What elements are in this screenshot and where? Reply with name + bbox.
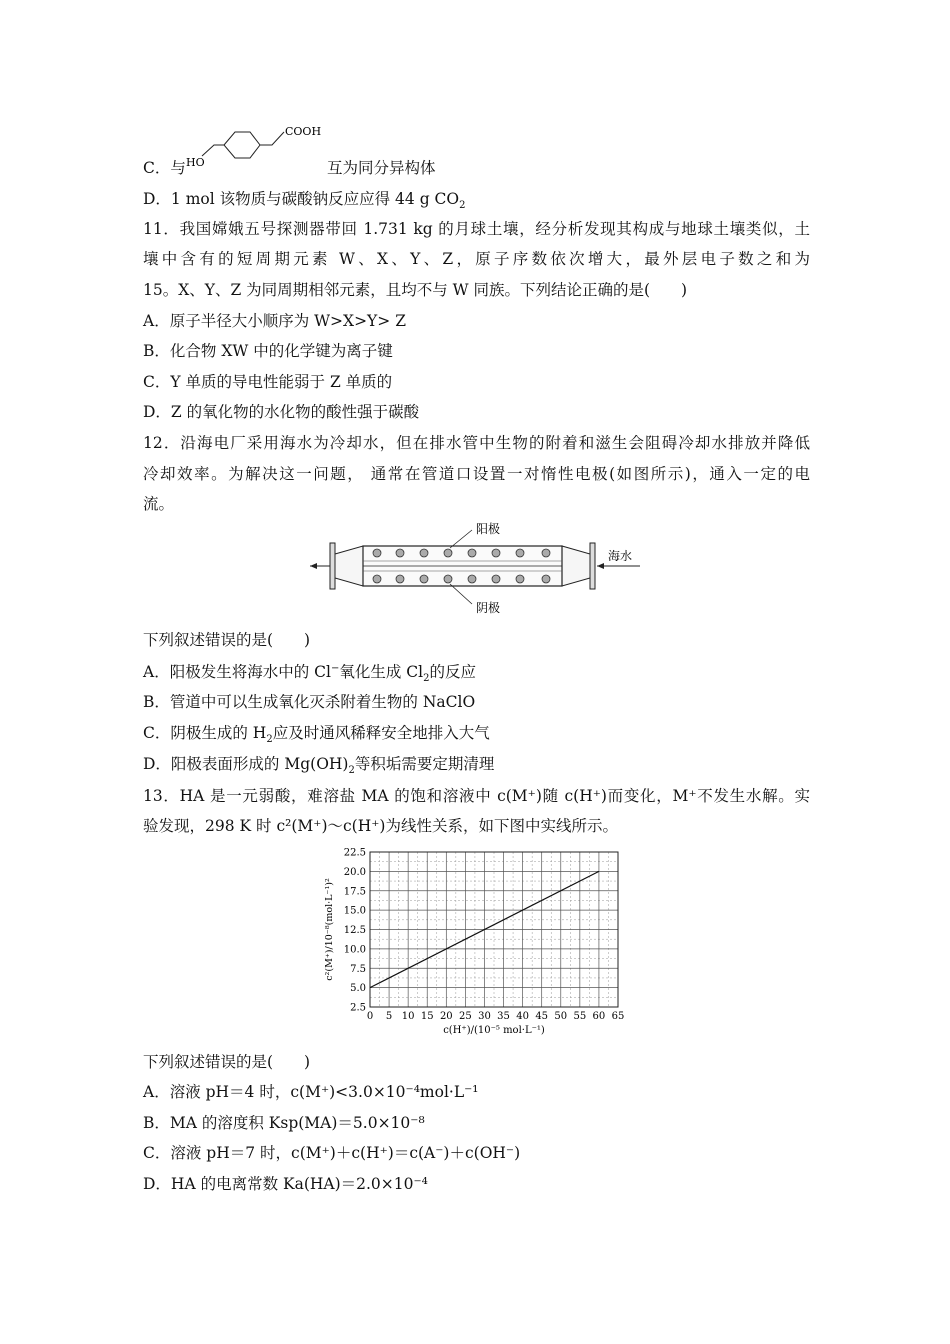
chart-y-axis-label: c²(M⁺)/10⁻⁸(mol·L⁻¹)² — [324, 878, 335, 981]
cyclohexane-ring — [224, 132, 260, 158]
q11-option-a: A．原子半径大小顺序为 W>X>Y> Z — [143, 312, 406, 330]
chart-y-tick-label: 10.0 — [343, 944, 366, 956]
chart-x-tick-label: 20 — [439, 1011, 453, 1022]
q12-line-1: 12．沿海电厂采用海水为冷却水，但在排水管中生物的附着和滋生会阻碍冷却水排放并降低 — [143, 434, 810, 452]
linear-relation-chart — [320, 842, 640, 1042]
chart-x-tick-label: 50 — [554, 1011, 568, 1022]
chart-major-grid — [370, 852, 618, 1007]
seawater-label: 海水 — [608, 549, 633, 563]
chart-x-tick-label: 55 — [573, 1011, 587, 1022]
q12-option-a: A．阳极发生将海水中的 Cl−氧化生成 $Cl_2$的反应 — [143, 662, 476, 685]
q12-option-b: B．管道中可以生成氧化灭杀附着生物的 NaClO — [143, 693, 476, 711]
q10-option-d: D．1 mol 该物质与碳酸钠反应应得 44 g $CO_2$ — [143, 190, 466, 212]
structure-cooh-label: COOH — [285, 125, 322, 138]
structure-diagram — [180, 118, 340, 176]
chart-x-tick-label: 15 — [420, 1011, 434, 1022]
q13-line-1: 13．HA 是一元弱酸，难溶盐 MA 的饱和溶液中 c(M⁺)随 c(H⁺)而变化，M⁺不发生水解。实 — [143, 787, 810, 805]
chart-x-tick-label: 5 — [385, 1011, 393, 1022]
q13-option-a: A．溶液 pH＝4 时，c(M⁺)<3.0×10⁻⁴mol·L⁻¹ — [143, 1083, 479, 1101]
chart-x-tick-label: 35 — [497, 1011, 510, 1022]
q13-option-d: D．HA 的电离常数 Ka(HA)＝2.0×10⁻⁴ — [143, 1175, 428, 1193]
q11-option-d: D．Z 的氧化物的水化物的酸性强于碳酸 — [143, 403, 420, 421]
chart-y-tick-label: 7.5 — [350, 963, 366, 975]
chart-x-axis-label: c(H⁺)/(10⁻⁵ mol·L⁻¹) — [443, 1025, 545, 1036]
structure-ho-label: HO — [186, 156, 205, 169]
electrode-pipe-diagram — [300, 512, 650, 620]
left-flange — [330, 543, 335, 589]
right-flange — [590, 543, 595, 589]
chart-x-tick-label: 0 — [366, 1011, 374, 1022]
q12-prompt: 下列叙述错误的是( ) — [143, 631, 311, 649]
chart-y-ticks — [344, 848, 366, 1014]
structure-left-chain — [202, 145, 224, 156]
chart-y-tick-label: 12.5 — [343, 925, 366, 936]
chart-y-tick-label: 22.5 — [343, 847, 366, 859]
chart-x-tick-label: 45 — [535, 1011, 549, 1022]
q11-line-2: 壤中含有的短周期元素 W、X、Y、Z，原子序数依次增大，最外层电子数之和为 — [143, 250, 810, 268]
q12-option-c: C．阴极生成的 $H_2$应及时通风稀释安全地排入大气 — [143, 724, 490, 746]
chart-y-tick-label: 2.5 — [350, 1002, 366, 1014]
q12-line-3: 流。 — [143, 495, 175, 513]
q13-line-2: 验发现，298 K 时 c²(M⁺)～c(H⁺)为线性关系，如下图中实线所示。 — [143, 817, 618, 835]
q10-option-c-suffix: 互为同分异构体 — [327, 159, 436, 177]
chart-y-tick-label: 20.0 — [343, 866, 366, 878]
anode-label: 阳极 — [476, 522, 501, 536]
q13-option-b: B．MA 的溶度积 Ksp(MA)＝5.0×10⁻⁸ — [143, 1114, 425, 1132]
q10-option-c-prefix: C．与 — [143, 159, 186, 177]
chart-x-ticks — [367, 1011, 625, 1022]
cathode-label: 阴极 — [476, 601, 501, 615]
anode-leader — [450, 530, 472, 548]
right-taper — [562, 546, 590, 586]
q11-line-3: 15。X、Y、Z 为同周期相邻元素，且均不与 W 同族。下列结论正确的是( ) — [143, 281, 688, 299]
chart-x-tick-label: 60 — [592, 1011, 606, 1022]
q13-option-c: C．溶液 pH＝7 时，c(M⁺)＋c(H⁺)＝c(A⁻)＋c(OH⁻) — [143, 1144, 521, 1162]
q12-option-d: D．阳极表面形成的 $Mg(OH)_2$等积垢需要定期清理 — [143, 755, 495, 777]
chart-x-tick-label: 10 — [401, 1011, 415, 1022]
chart-y-tick-label: 15.0 — [343, 905, 366, 917]
left-taper — [335, 546, 363, 586]
q11-option-c: C．Y 单质的导电性能弱于 Z 单质的 — [143, 373, 393, 391]
chart-x-tick-label: 25 — [459, 1011, 472, 1022]
structure-right-chain — [260, 132, 284, 145]
q11-option-b: B．化合物 XW 中的化学键为离子键 — [143, 342, 393, 360]
chart-y-tick-label: 5.0 — [350, 983, 366, 995]
q11-line-1: 11．我国嫦娥五号探测器带回 1.731 kg 的月球土壤，经分析发现其构成与地球土壤类似，土 — [143, 220, 810, 238]
chart-x-tick-label: 65 — [611, 1011, 625, 1022]
chart-y-tick-label: 17.5 — [343, 886, 366, 898]
chart-x-tick-label: 30 — [478, 1011, 491, 1022]
q13-prompt: 下列叙述错误的是( ) — [143, 1053, 311, 1071]
q12-line-2: 冷却效率。为解决这一问题， 通常在管道口设置一对惰性电极(如图所示)，通入一定的电 — [143, 465, 810, 483]
chart-x-tick-label: 40 — [516, 1011, 529, 1022]
cathode-leader — [450, 584, 472, 604]
